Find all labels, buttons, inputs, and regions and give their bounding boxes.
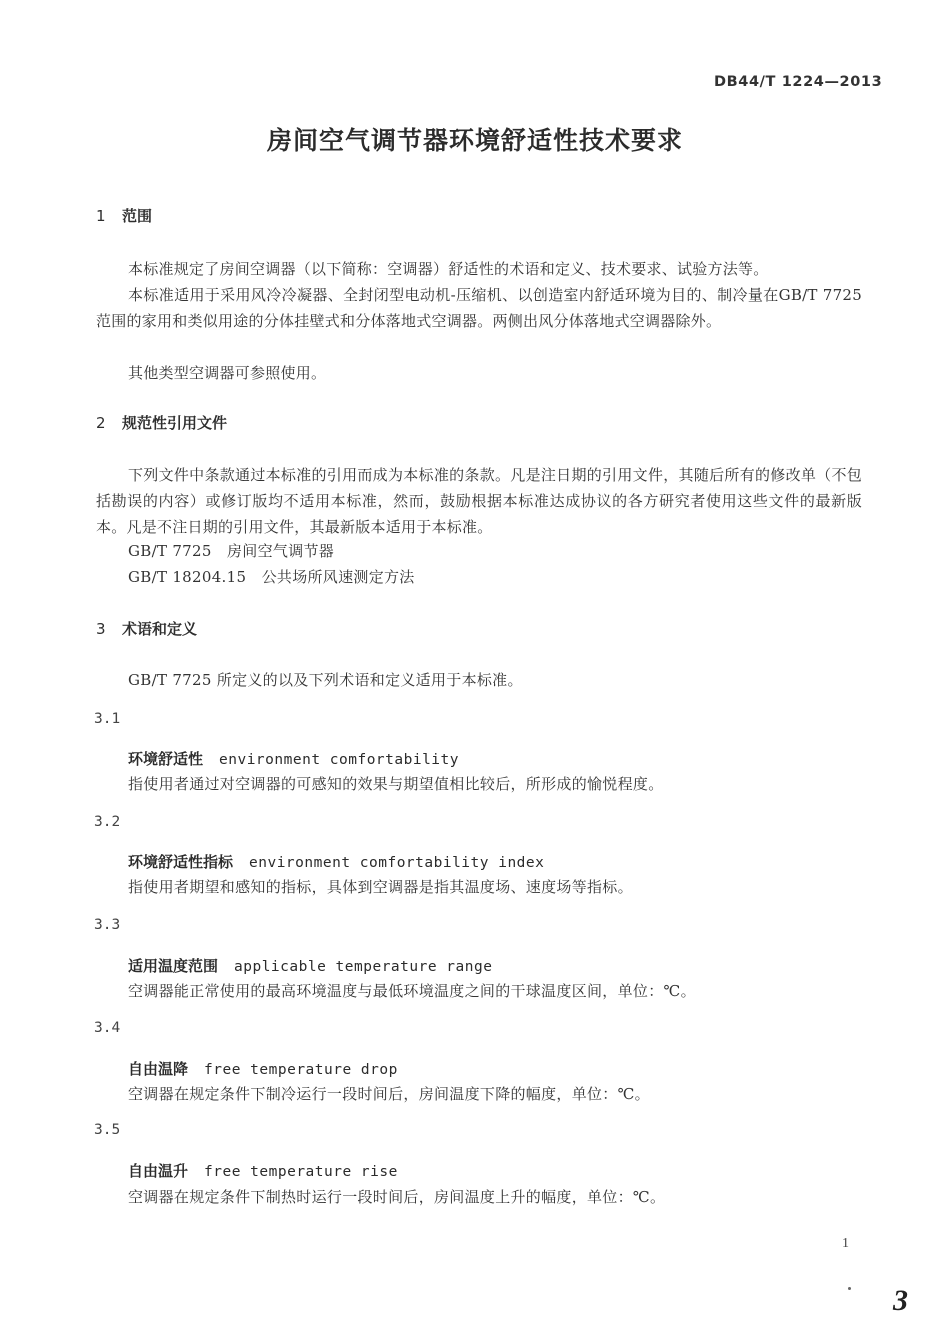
term-definition: 空调器在规定条件下制冷运行一段时间后，房间温度下降的幅度，单位：℃。 (128, 1085, 650, 1103)
section-title: 规范性引用文件 (122, 414, 228, 432)
term-number: 3.1 (94, 711, 121, 727)
section-number: 3 (96, 620, 106, 638)
term-heading (128, 1160, 398, 1181)
term-heading (128, 1058, 398, 1079)
section-number: 1 (96, 207, 106, 225)
terms-intro: GB/T 7725 所定义的以及下列术语和定义适用于本标准。 (128, 671, 523, 689)
term-cn: 自由温升 (128, 1162, 189, 1180)
paragraph: 其他类型空调器可参照使用。 (128, 364, 327, 382)
document-title: 房间空气调节器环境舒适性技术要求 (266, 126, 683, 155)
term-number: 3.3 (94, 917, 121, 933)
section-1-heading (96, 205, 152, 226)
term-en: environment comfortability (219, 752, 459, 768)
term-cn: 环境舒适性 (128, 750, 204, 768)
term-en: applicable temperature range (234, 959, 493, 975)
section-title: 范围 (122, 207, 153, 225)
paragraph: 本标准规定了房间空调器（以下简称：空调器）舒适性的术语和定义、技术要求、试验方法等。 (128, 260, 769, 278)
section-2-heading (96, 412, 227, 433)
term-definition: 空调器在规定条件下制热时运行一段时间后，房间温度上升的幅度，单位：℃。 (128, 1188, 666, 1206)
normative-reference: GB/T 7725 房间空气调节器 (128, 542, 335, 560)
standard-code: DB44/T 1224—2013 (714, 74, 883, 90)
term-definition: 指使用者期望和感知的指标，具体到空调器是指其温度场、速度场等指标。 (128, 878, 633, 896)
scan-dot (848, 1287, 851, 1290)
normative-reference: GB/T 18204.15 公共场所风速测定方法 (128, 568, 415, 586)
term-heading (128, 851, 544, 872)
section-title: 术语和定义 (122, 620, 198, 638)
term-en: free temperature drop (204, 1062, 398, 1078)
term-number: 3.2 (94, 814, 121, 830)
term-en: free temperature rise (204, 1164, 398, 1180)
paragraph: 本标准适用于采用风冷冷凝器、全封闭型电动机-压缩机、以创造室内舒适环境为目的、制冷量在GB/T 7725 范围的家用和类似用途的分体挂壁式和分体落地式空调器。两侧出风分体落地式空调器除外。 (96, 286, 862, 330)
term-cn: 自由温降 (128, 1060, 189, 1078)
term-heading (128, 955, 492, 976)
section-number: 2 (96, 414, 106, 432)
term-heading (128, 748, 459, 769)
term-en: environment comfortability index (249, 855, 545, 871)
term-definition: 指使用者通过对空调器的可感知的效果与期望值相比较后，所形成的愉悦程度。 (128, 775, 664, 793)
term-cn: 适用温度范围 (128, 957, 219, 975)
term-cn: 环境舒适性指标 (128, 853, 234, 871)
handwritten-page-mark: 3 (893, 1284, 908, 1317)
term-number: 3.4 (94, 1020, 121, 1036)
term-number: 3.5 (94, 1122, 121, 1138)
section-3-heading (96, 618, 197, 639)
term-definition: 空调器能正常使用的最高环境温度与最低环境温度之间的干球温度区间，单位：℃。 (128, 982, 696, 1000)
paragraph: 下列文件中条款通过本标准的引用而成为本标准的条款。凡是注日期的引用文件，其随后所有的修改单（不包括勘误的内容）或修订版均不适用本标准，然而，鼓励根据本标准达成协议的各方研究者使用这些文件的最新版本。凡是不注日期的引用文件，其最新版本适用于本标准。 (96, 466, 862, 536)
page-number: 1 (842, 1236, 849, 1251)
